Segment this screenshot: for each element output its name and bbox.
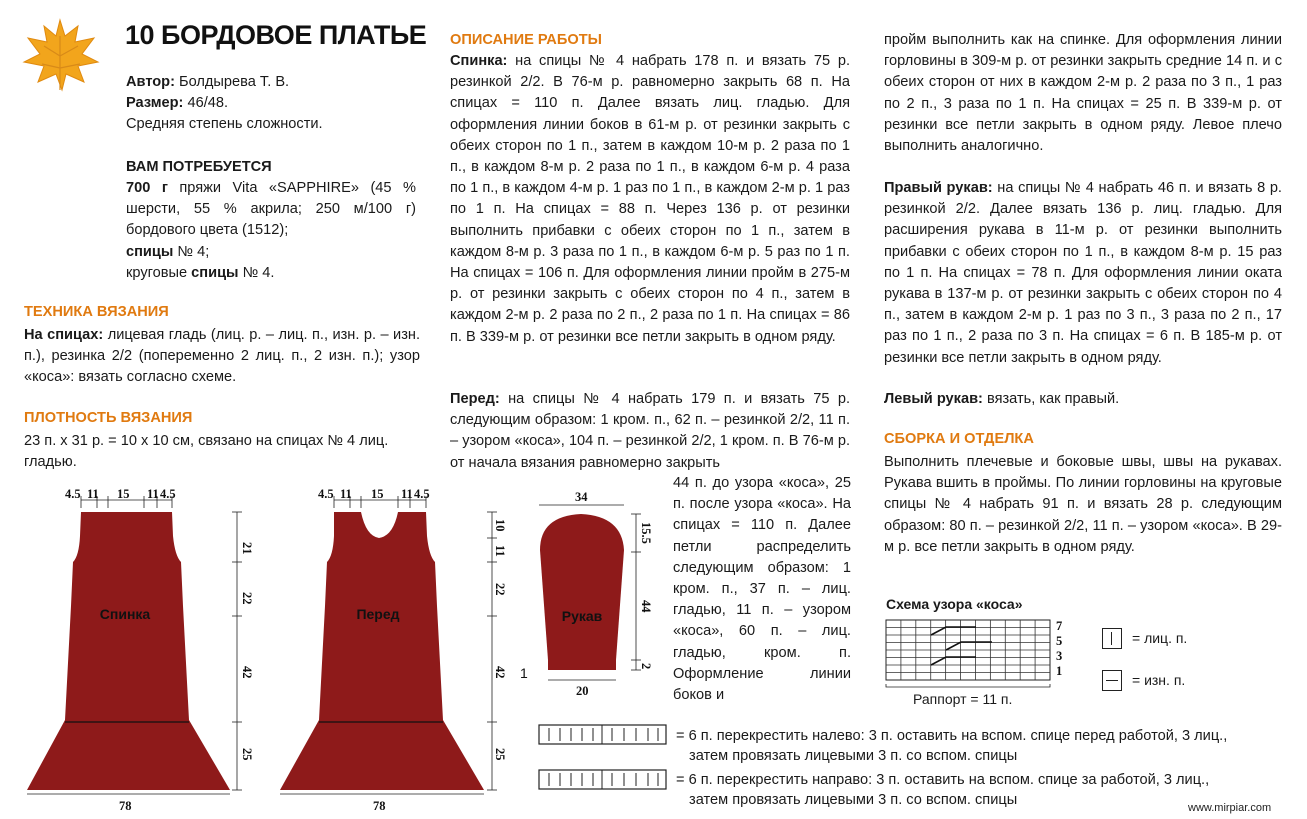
author-label: Автор: bbox=[126, 74, 175, 90]
back-bottom-dim: 78 bbox=[119, 799, 132, 813]
technique-label: На спицах: bbox=[24, 327, 104, 343]
sleeve-top-dim: 34 bbox=[575, 490, 588, 504]
yarn-text: пряжи Vita «SAPPHIRE» (45 % шерсти, 55 % акрила; 250 м/100 г) бордового цвета (1512); bbox=[126, 180, 417, 239]
front-top-dim-3: 15 bbox=[371, 487, 384, 501]
assembly-heading: СБОРКА И ОТДЕЛКА bbox=[884, 431, 1034, 447]
scheme-title: Схема узора «коса» bbox=[886, 596, 1023, 612]
front-side-dim-4: 42 bbox=[493, 666, 507, 679]
back-pattern-diagram bbox=[25, 486, 265, 816]
back-side-dim-4: 25 bbox=[240, 748, 254, 761]
back-description bbox=[450, 51, 850, 348]
back-side-dim-3: 42 bbox=[240, 666, 254, 679]
repeat-label: Раппорт = 11 п. bbox=[913, 691, 1013, 707]
back-top-dim-3: 15 bbox=[117, 487, 130, 501]
front-bottom-dim: 78 bbox=[373, 799, 386, 813]
leaf-logo-icon bbox=[20, 16, 100, 94]
needles-label: спицы bbox=[126, 243, 174, 260]
assembly-text: Выполнить плечевые и боковые швы, швы на рукавах. Рукава вшить в проймы. По линии горловины на круговые спицы № 4 набрать 91 п. и вязать 28 р. следующим образом: 80 п. – резинкой 2/2, 11 п. – узором «коса». В 29-м р. все петли закрыть в одном ряду. bbox=[884, 454, 1282, 555]
front-continuation: пройм выполнить как на спинке. Для оформления линии горловины в 309-м р. от резинки закрыть средние 14 п. и с обеих сторон от них в каждом 2-м р. 2 раза по 3 п., 1 раз по 2 п., 3 раза по 1 п. На спицах = 25 п. В 339-м р. от резинки все петли закрыть в одном ряду. Левое плечо выполнить аналогично. bbox=[884, 32, 1282, 155]
circular-label: спицы bbox=[191, 264, 239, 281]
row-number-3: 3 bbox=[1056, 649, 1063, 663]
sleeve-bottom-dim: 20 bbox=[576, 684, 589, 698]
cross-right-text-2: затем провязать лицевыми 3 п. со вспом. спицы bbox=[689, 792, 1018, 808]
front-top-dim-1: 4.5 bbox=[318, 487, 334, 501]
back-top-dim-2: 11 bbox=[87, 487, 99, 501]
materials-heading: ВАМ ПОТРЕБУЕТСЯ bbox=[126, 159, 272, 175]
row-number-1: 1 bbox=[1056, 664, 1063, 678]
knit-symbol-icon bbox=[1102, 628, 1122, 649]
materials-text bbox=[126, 178, 416, 284]
front-top-dim-5: 4.5 bbox=[414, 487, 430, 501]
sleeve-side-dim-3: 2 bbox=[639, 663, 653, 670]
legend-knit: = лиц. п. bbox=[1132, 630, 1188, 646]
front-top-dim-4: 11 bbox=[401, 487, 413, 501]
left-sleeve-label: Левый рукав: bbox=[884, 391, 983, 407]
back-top-dim-1: 4.5 bbox=[65, 487, 81, 501]
back-side-dim-1: 21 bbox=[240, 542, 254, 555]
front-text-a: на спицы № 4 набрать 179 п. и вязать 75 р. следующим образом: 1 кром. п., 62 п. – резинкой 2/2, 11 п. – узором «коса», 104 п. – резинкой 2/2, 1 кром. п. В 76-м р. от начала вязания равномерно закрыть bbox=[450, 391, 850, 471]
front-description-a bbox=[450, 389, 850, 474]
front-side-dim-3: 22 bbox=[493, 583, 507, 596]
front-side-dim-1: 10 bbox=[493, 519, 507, 532]
yarn-weight: 700 г bbox=[126, 180, 168, 196]
row-number-7: 7 bbox=[1056, 619, 1063, 633]
front-label: Перед: bbox=[450, 391, 500, 407]
needles-text: № 4; bbox=[173, 243, 210, 260]
difficulty-text: Средняя степень сложности. bbox=[126, 116, 323, 133]
meta-block bbox=[126, 72, 426, 136]
sleeve-side-dim-1: 15.5 bbox=[639, 522, 653, 544]
circular-tail: № 4. bbox=[238, 264, 275, 281]
front-pattern-diagram bbox=[278, 486, 518, 816]
right-sleeve-text: на спицы № 4 набрать 46 п. и вязать 8 р. резинкой 2/2. Далее вязать 136 р. лиц. гладью. Для расширения рукава в 11-м р. от резинки выполнить прибавки с обеих сторон по 1 п., в каждом 8-м р. 15 раз по 1 п. На спицах = 78 п. Для оформления линии оката рукава в 137-м р. от резинки закрыть с обеих сторон по 4 п., затем в каждом 2-м р. 1 раз по 3 п., 3 раза по 2 п., 17 раз по 1 п., 2 раза по 3 п. На спицах = 6 п. В 185-м р. от резинки все петли закрыть в одном ряду. bbox=[884, 180, 1282, 366]
purl-symbol-icon bbox=[1102, 670, 1122, 691]
technique-body: лицевая гладь (лиц. р. – лиц. п., изн. р. – изн. п.), резинка 2/2 (попеременно 2 лиц. п., 2 изн. п.); узор «коса»: вязать согласно схеме. bbox=[24, 327, 420, 386]
left-sleeve-text: вязать, как правый. bbox=[982, 391, 1120, 407]
author-value: Болдырева Т. В. bbox=[174, 74, 290, 90]
left-sleeve-description bbox=[884, 389, 1282, 410]
size-value: 46/48. bbox=[183, 95, 229, 112]
back-side-dim-2: 22 bbox=[240, 592, 254, 605]
watermark: www.mirpiar.com bbox=[1188, 802, 1272, 814]
technique-heading: ТЕХНИКА ВЯЗАНИЯ bbox=[24, 304, 169, 320]
back-text: на спицы № 4 набрать 178 п. и вязать 75 р. резинкой 2/2. В 76-м р. равномерно закрыть 68 п. На спицах = 110 п. Далее вязать лиц. гладью. Для оформления линии боков в 61-м р. от резинки закрыть с обеих сторон по 1 п., затем в каждом 10-м р. 2 раза по 1 п., в каждом 8-м р. 2 раза по 1 п., в каждом 6-м р. 4 раза по 1 п., в каждом 4-м р. 1 раз по 1 п., в каждом 2-м р. 1 раз по 1 п. На спицах = 88 п. Через 136 р. от резинки выполнить прибавки с обеих сторон по 1 п., затем в каждом 8-м р. 3 раза по 1 п., в каждом 6-м р. 5 раз по 1 п. На спицах = 106 п. Для оформления линии пройм в 275-м р. от резинки закрыть с обеих сторон по 4 п., затем в каждом 2-м р. 2 раза по 2 п., 2 раза по 1 п. На спицах = 86 п. В 339-м р. от резинки все петли закрыть в одном ряду. bbox=[450, 53, 850, 345]
back-label: Спинка: bbox=[450, 53, 508, 69]
description-heading: ОПИСАНИЕ РАБОТЫ bbox=[450, 32, 602, 48]
density-heading: ПЛОТНОСТЬ ВЯЗАНИЯ bbox=[24, 410, 193, 426]
front-top-dim-2: 11 bbox=[340, 487, 352, 501]
technique-text bbox=[24, 325, 420, 389]
sleeve-left-dim: 1 bbox=[520, 665, 528, 681]
braid-chart bbox=[884, 618, 1074, 688]
page-title: 10 БОРДОВОЕ ПЛАТЬЕ bbox=[125, 20, 427, 50]
back-top-dim-4: 11 bbox=[147, 487, 159, 501]
cross-left-text-2: затем провязать лицевыми 3 п. со вспом. спицы bbox=[689, 748, 1018, 764]
cross-left-symbol-icon bbox=[538, 723, 668, 747]
sleeve-side-dim-2: 44 bbox=[639, 600, 653, 613]
sleeve-piece-label: Рукав bbox=[561, 608, 603, 624]
cross-right-symbol-icon bbox=[538, 768, 668, 792]
size-label: Размер: bbox=[126, 95, 184, 112]
circular-text: круговые bbox=[126, 264, 192, 281]
back-piece-label: Спинка bbox=[99, 606, 151, 622]
density-text: 23 п. х 31 р. = 10 х 10 см, связано на спицах № 4 лиц. гладью. bbox=[24, 433, 389, 471]
back-top-dim-5: 4.5 bbox=[160, 487, 176, 501]
cross-right-text: = 6 п. перекрестить направо: 3 п. оставить на вспом. спице за работой, 3 лиц., bbox=[676, 772, 1210, 788]
front-side-dim-5: 25 bbox=[493, 748, 507, 761]
right-sleeve-label: Правый рукав: bbox=[884, 180, 993, 196]
right-sleeve-description bbox=[884, 178, 1282, 369]
front-side-dim-2: 11 bbox=[493, 545, 507, 557]
sleeve-pattern-diagram bbox=[518, 488, 668, 703]
front-description-b: 44 п. до узора «коса», 25 п. после узора «коса». На спицах = 110 п. Далее петли распределить следующим образом: 1 кром. п., 37 п. – лиц. гладью, 11 п. – узором «коса», 60 п. – лиц. гладью, кром. п. Оформление линии боков и bbox=[673, 475, 851, 704]
front-piece-label: Перед bbox=[356, 606, 400, 622]
legend-purl: = изн. п. bbox=[1132, 672, 1186, 688]
cross-left-text: = 6 п. перекрестить налево: 3 п. оставить на вспом. спице перед работой, 3 лиц., bbox=[676, 728, 1228, 744]
row-number-5: 5 bbox=[1056, 634, 1063, 648]
